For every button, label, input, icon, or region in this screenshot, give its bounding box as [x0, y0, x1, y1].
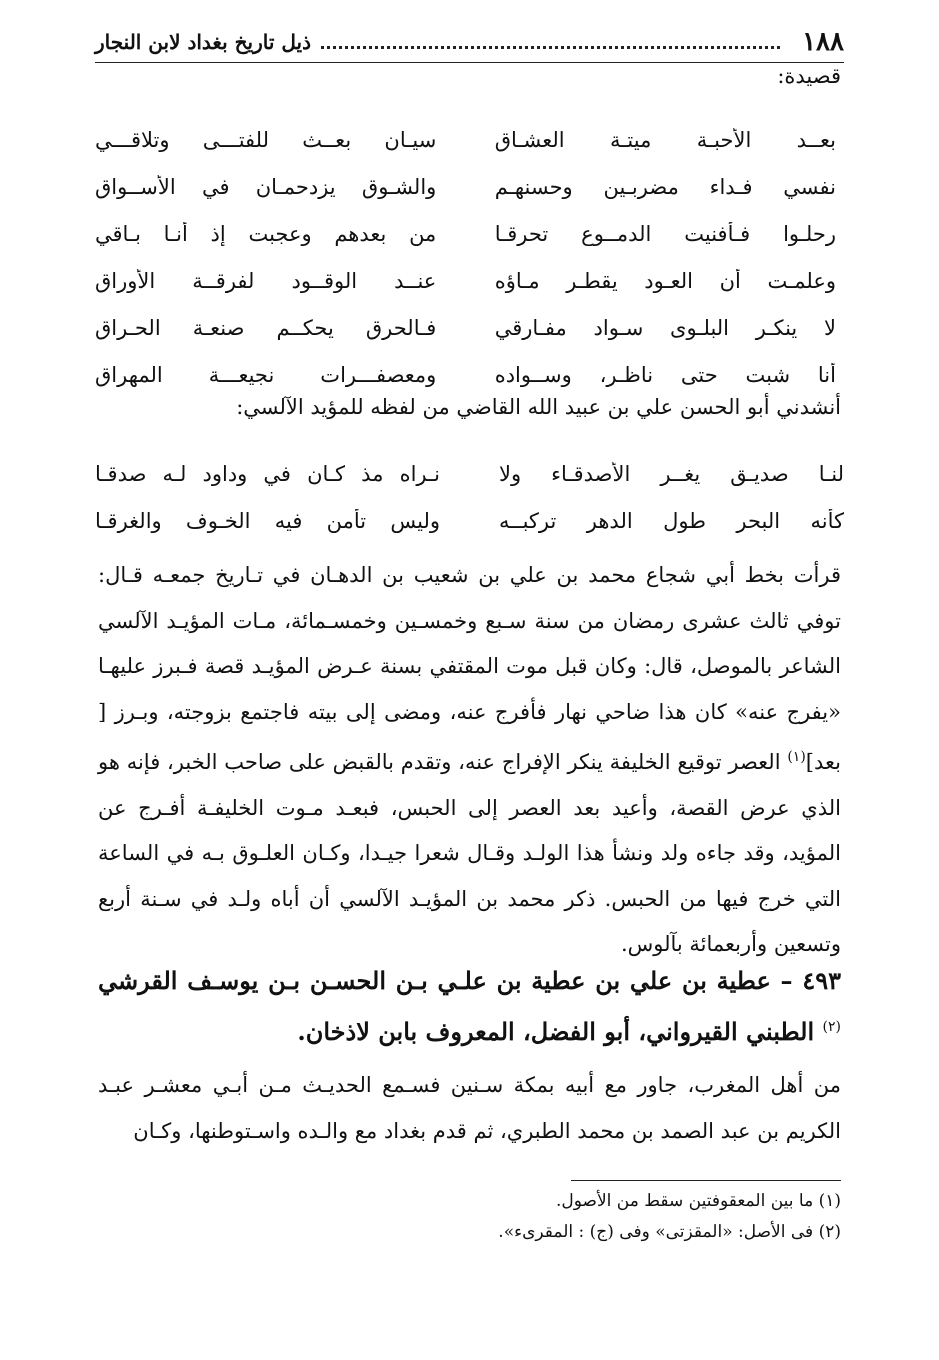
entry-heading-text: ٤٩٣ – عطية بن علي بن عطية بن علـي بـن الحسـن بـن يوسـف القرشي	[98, 966, 841, 995]
poem-verse	[95, 450, 844, 497]
hemistich-second: سيـان بعــث للفتـــى وتلاقـــي	[95, 127, 437, 152]
paragraph-text: العصر توقيع الخليفة ينكر الإفراج عنه، وتقدم بالقبض على صاحب الخبر، فإنه هو الذي عرض القصة، وأعيد بعد العصر إلى الحبس، فبعـد مـوت الخليفـة أفـرج عن المؤيد، وقد جاءه ولد ونشأ هذا الولـد وقـال شعرا جيـدا، وكـان العلـوق بـه في الساعة التي خرج فيها من الحبس. ذكر محمد بن المؤيـد الآلسي أن أباه ولـد في سـنة أربع وتسعين وأربعمائة بآلوس.	[98, 750, 841, 956]
hemistich-second: والشـوق يزدحمـان في الأســواق	[95, 174, 437, 199]
hemistich-second: عنــد الوقــود لفرقــة الأوراق	[95, 268, 437, 293]
hemistich-second: فـالحرق يحكــم صنعـة الحـراق	[95, 315, 437, 340]
poem-verse	[95, 497, 844, 544]
footnote-reference: (٢)	[822, 1019, 841, 1035]
header-rule	[95, 62, 844, 63]
hemistich-second: من بعدهم وعجبت إذ أنـا بـاقي	[95, 221, 437, 246]
biography-entry-heading	[98, 958, 841, 1055]
hemistich-first: أنا شبت حتى ناظـر، وســواده	[494, 362, 836, 387]
hemistich-first: بعــد الأحبـة ميتـة العشـاق	[494, 127, 836, 152]
poem-verse	[95, 116, 844, 163]
poem-verse	[95, 163, 844, 210]
body-paragraph	[98, 553, 841, 968]
hemistich-second: نـراه مذ كـان في وداود لـه صدقـا	[95, 461, 440, 486]
running-title: ذيل تاريخ بغداد لابن النجار	[95, 30, 311, 54]
footnote-rule	[571, 1180, 841, 1181]
poem-intro-line: أنشدني أبو الحسن علي بن عبيد الله القاضي من لفظه للمؤيد الآلسي:	[236, 395, 841, 419]
hemistich-second: وليس تأمن فيه الخـوف والغرقـا	[95, 508, 440, 533]
hemistich-first: لنـا صديـق يغــر الأصدقـاء ولا	[499, 461, 844, 486]
footnote: (١) ما بين المعقوفتين سقط من الأصول.	[556, 1191, 841, 1211]
footnotes	[98, 1186, 841, 1248]
poem-verse	[95, 257, 844, 304]
footnote-reference: (١)	[787, 749, 806, 765]
poem-first	[95, 116, 844, 398]
poem-verse	[95, 351, 844, 398]
running-header	[95, 22, 844, 62]
poem-verse	[95, 210, 844, 257]
poem-second	[95, 450, 844, 544]
hemistich-first: لا ينكـر البلـوى سـواد مفـارقي	[494, 315, 836, 340]
hemistich-first: كأنه البحر طول الدهر تركبــه	[499, 508, 844, 533]
footnote: (٢) فى الأصل: «المقزتى» وفى (ج) : المقرىء».	[498, 1222, 841, 1242]
poem-verse	[95, 304, 844, 351]
hemistich-first: نفسي فـداء مضربـين وحسنهـم	[494, 174, 836, 199]
header-leader-dots	[321, 46, 780, 49]
hemistich-first: وعلمـت أن العـود يقطـر مـاؤه	[494, 268, 836, 293]
page-number: ١٨٨	[802, 27, 844, 57]
body-paragraph: من أهل المغرب، جاور مع أبيه بمكة سـنين فسـمع الحديـث مـن أبـي معشـر عبـد الكريم بن عبد الصمد بن محمد الطبري، ثم قدم بغداد مع والـده واسـتوطنها، وكـان	[98, 1073, 841, 1143]
entry-heading-text: الطبني القيرواني، أبو الفضل، المعروف بابن لاذخان.	[297, 1017, 823, 1046]
qasida-heading: قصيدة:	[777, 64, 841, 88]
hemistich-first: رحلـوا فـأفنيت الدمــوع تحرقـا	[494, 221, 836, 246]
paragraph-text: قرأت بخط أبي شجاع محمد بن علي بن شعيب بن الدهـان في تـاريخ جمعـه قـال: توفي ثالث عشرى رمضان من سنة سـبع وخمسـين وخمسـمائة، مـات المؤيـد الآلسي الشاعر بالموصل، قال: وكان قبل موت المقتفي بسنة عـرض المؤيـد قصة فـبرز عليهـا «يفرج عنه» كان هذا ضاحي نهار فأفرج عنه، ومضى إلى بيته فاجتمع بزوجته، وبـرز [ بعد]	[98, 563, 841, 774]
hemistich-second: ومعصفـــرات نجيعـــة المهراق	[95, 362, 437, 387]
